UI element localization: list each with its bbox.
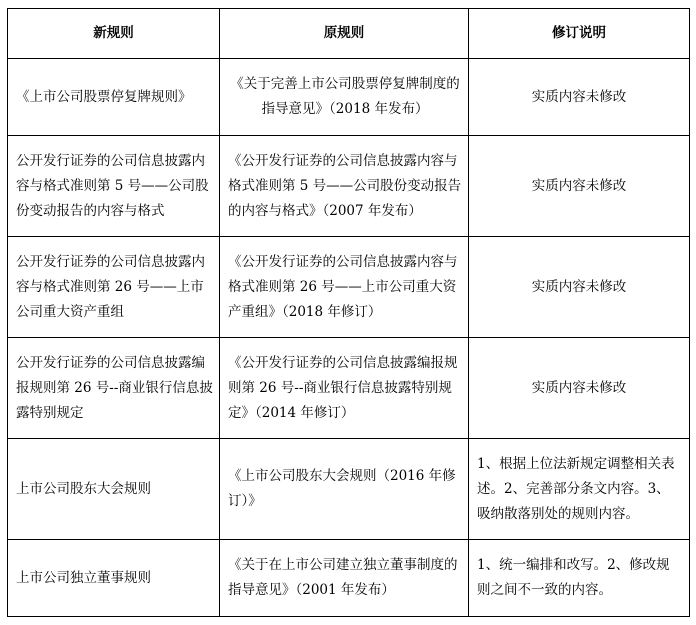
old-rule-cell: 《公开发行证券的公司信息披露内容与格式准则第 5 号——公司股份变动报告的内容与格式》（2007 年发布） — [220, 136, 469, 237]
old-rule-text: 《关于完善上市公司股票停复牌制度的指导意见》（2018 年发布） — [230, 76, 460, 117]
table-row — [8, 338, 690, 439]
old-rule-cell — [220, 59, 469, 136]
header-revision-note: 修订说明 — [469, 9, 690, 59]
revision-note-cell: 实质内容未修改 — [469, 237, 690, 338]
table-row — [8, 540, 690, 617]
rules-comparison-table — [7, 8, 690, 617]
revision-note-cell: 1、统一编排和改写。2、修改规则之间不一致的内容。 — [469, 540, 690, 617]
old-rule-cell: 《公开发行证券的公司信息披露编报规则第 26 号--商业银行信息披露特别规定》（2014 年修订） — [220, 338, 469, 439]
old-rule-cell: 《上市公司股东大会规则（2016 年修订）》 — [220, 439, 469, 540]
revision-note-cell: 实质内容未修改 — [469, 338, 690, 439]
new-rule-cell: 公开发行证券的公司信息披露编报规则第 26 号--商业银行信息披露特别规定 — [8, 338, 220, 439]
revision-note-cell: 实质内容未修改 — [469, 59, 690, 136]
header-old-rule: 原规则 — [220, 9, 469, 59]
table-row — [8, 136, 690, 237]
header-row — [8, 9, 690, 59]
table-row — [8, 237, 690, 338]
table-row — [8, 59, 690, 136]
new-rule-cell: 公开发行证券的公司信息披露内容与格式准则第 26 号——上市公司重大资产重组 — [8, 237, 220, 338]
old-rule-cell: 《公开发行证券的公司信息披露内容与格式准则第 26 号——上市公司重大资产重组》（2018 年修订） — [220, 237, 469, 338]
revision-note-cell: 实质内容未修改 — [469, 136, 690, 237]
new-rule-cell: 上市公司股东大会规则 — [8, 439, 220, 540]
new-rule-cell: 上市公司独立董事规则 — [8, 540, 220, 617]
revision-note-cell: 1、根据上位法新规定调整相关表述。2、完善部分条文内容。3、吸纳散落别处的规则内容。 — [469, 439, 690, 540]
table-row — [8, 439, 690, 540]
old-rule-cell: 《关于在上市公司建立独立董事制度的指导意见》（2001 年发布） — [220, 540, 469, 617]
header-new-rule: 新规则 — [8, 9, 220, 59]
new-rule-cell: 公开发行证券的公司信息披露内容与格式准则第 5 号——公司股份变动报告的内容与格式 — [8, 136, 220, 237]
new-rule-cell: 《上市公司股票停复牌规则》 — [8, 59, 220, 136]
